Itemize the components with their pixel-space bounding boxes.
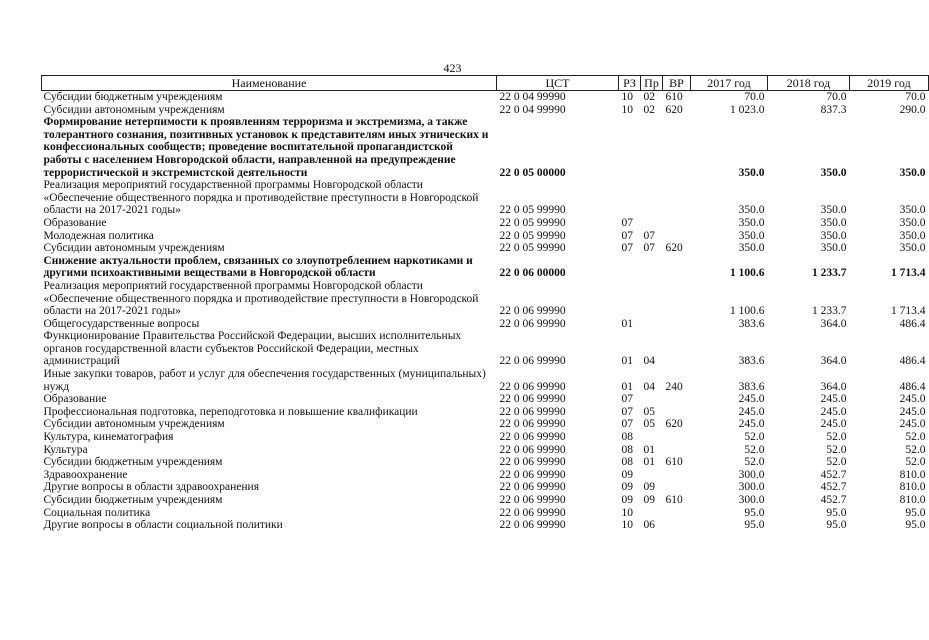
cell-vr xyxy=(663,255,691,280)
cell-2017: 300.0 xyxy=(738,468,765,481)
cell-rz xyxy=(619,179,641,217)
cell-2017: 70.0 xyxy=(744,91,765,103)
cell-2019: 350.0 xyxy=(899,229,926,242)
cell-name: Другие вопросы в области здравоохранения xyxy=(43,481,259,494)
cell-2018: 52.0 xyxy=(826,431,847,444)
cell-pr: 07 xyxy=(643,229,655,242)
cell-vr: 620 xyxy=(665,103,683,116)
cell-vr xyxy=(663,469,691,482)
cell-2018: 350.0 xyxy=(820,204,847,217)
cell-2019: 290.0 xyxy=(899,103,926,116)
table-row xyxy=(42,431,929,444)
cell-vr: 610 xyxy=(665,91,683,103)
cell-2018: 350.0 xyxy=(820,242,847,255)
cell-2018: 1 233.7 xyxy=(812,305,847,318)
cell-pr xyxy=(641,217,663,230)
cell-2017: 300.0 xyxy=(738,494,765,506)
cell-2017: 245.0 xyxy=(738,405,765,418)
cell-rz xyxy=(619,255,641,280)
cell-2017: 52.0 xyxy=(744,456,765,469)
cell-2017: 383.6 xyxy=(738,380,765,393)
cell-rz: 08 xyxy=(621,456,633,469)
cell-pr: 07 xyxy=(643,242,655,255)
cell-2017: 350.0 xyxy=(738,216,765,229)
cell-2017: 1 100.6 xyxy=(730,305,765,318)
cell-pr xyxy=(641,179,663,217)
cell-2019: 1 713.4 xyxy=(891,267,926,280)
cell-2019: 70.0 xyxy=(905,91,926,103)
table-row xyxy=(42,456,929,469)
cell-name: Субсидии бюджетным учреждениям xyxy=(43,494,223,506)
cell-rz: 01 xyxy=(621,355,633,368)
cell-rz: 07 xyxy=(621,393,633,406)
cell-name: Общегосударственные вопросы xyxy=(43,317,200,330)
cell-2018: 452.7 xyxy=(820,494,847,506)
table-row xyxy=(42,230,929,243)
cell-name: Образование xyxy=(43,216,107,229)
cell-name: Реализация мероприятий государственной программы Новгородской области «Обеспечение общественного порядка и противодействие преступности в Новгородской области на 2017-2021 годы» xyxy=(43,279,479,318)
cell-rz: 07 xyxy=(621,229,633,242)
cell-cst: 22 0 06 99990 xyxy=(499,519,566,532)
cell-2019: 810.0 xyxy=(899,468,926,481)
cell-2018: 452.7 xyxy=(820,481,847,494)
table-row xyxy=(42,179,929,217)
cell-2018: 364.0 xyxy=(820,355,847,368)
cell-2019: 245.0 xyxy=(899,418,926,431)
cell-rz: 10 xyxy=(621,519,633,532)
cell-name: Субсидии автономным учреждениям xyxy=(43,242,225,255)
table-row xyxy=(42,481,929,494)
header-2017: 2017 год xyxy=(691,76,768,91)
cell-pr xyxy=(641,469,663,482)
cell-2019: 810.0 xyxy=(899,481,926,494)
cell-2019: 350.0 xyxy=(899,242,926,255)
cell-pr xyxy=(641,116,663,179)
cell-cst: 22 0 06 00000 xyxy=(499,267,566,280)
cell-name: Иные закупки товаров, работ и услуг для обеспечения государственных (муниципальных) нужд xyxy=(43,368,486,393)
header-2018: 2018 год xyxy=(768,76,850,91)
cell-2017: 350.0 xyxy=(738,204,765,217)
cell-name: Здравоохранение xyxy=(43,468,128,481)
header-vr: ВР xyxy=(663,76,691,91)
cell-vr xyxy=(663,217,691,230)
cell-vr xyxy=(663,431,691,444)
cell-2018: 245.0 xyxy=(820,393,847,406)
cell-2019: 350.0 xyxy=(899,166,926,179)
cell-pr: 09 xyxy=(643,481,655,494)
table-row xyxy=(42,255,929,280)
cell-vr: 620 xyxy=(665,418,683,431)
cell-name: Формирование нетерпимости к проявлениям терроризма и экстремизма, а также толерантного сознания, позитивных установок к представителям иных этнических и конфессиональных сообществ; проведение воспитательной пропагандистской работы с населением Новгородской области, направленной на предупреждение террористической и экстремистской деятельности xyxy=(43,116,489,179)
cell-rz xyxy=(619,280,641,318)
cell-vr xyxy=(663,406,691,419)
cell-pr: 05 xyxy=(643,418,655,431)
cell-rz: 09 xyxy=(621,481,633,494)
cell-cst: 22 0 05 99990 xyxy=(499,204,566,217)
cell-rz: 01 xyxy=(621,317,633,330)
table-header-row xyxy=(42,76,929,91)
table-body xyxy=(42,91,929,532)
cell-2018: 350.0 xyxy=(820,166,847,179)
cell-pr: 04 xyxy=(643,380,655,393)
cell-cst: 22 0 06 99990 xyxy=(499,305,566,318)
cell-pr: 04 xyxy=(643,355,655,368)
cell-cst: 22 0 06 99990 xyxy=(499,494,566,506)
cell-2017: 300.0 xyxy=(738,481,765,494)
cell-2017: 1 023.0 xyxy=(730,103,765,116)
cell-cst: 22 0 06 99990 xyxy=(499,431,566,444)
header-cst: ЦСТ xyxy=(497,76,619,91)
cell-name: Реализация мероприятий государственной программы Новгородской области «Обеспечение общественного порядка и противодействие преступности в Новгородской области на 2017-2021 годы» xyxy=(43,179,479,217)
cell-rz: 07 xyxy=(621,242,633,255)
header-2019: 2019 год xyxy=(850,76,929,91)
cell-name: Субсидии автономным учреждениям xyxy=(43,418,225,431)
cell-pr: 02 xyxy=(643,91,655,103)
cell-vr: 610 xyxy=(665,494,683,506)
cell-name: Культура, кинематография xyxy=(43,431,174,444)
cell-2018: 95.0 xyxy=(826,519,847,532)
cell-rz: 07 xyxy=(621,216,633,229)
table-row xyxy=(42,469,929,482)
cell-2018: 837.3 xyxy=(820,103,847,116)
cell-vr xyxy=(663,519,691,532)
cell-2018: 350.0 xyxy=(820,216,847,229)
cell-cst: 22 0 06 99990 xyxy=(499,393,566,406)
table-row xyxy=(42,242,929,255)
cell-2019: 810.0 xyxy=(899,494,926,506)
table-row xyxy=(42,217,929,230)
cell-cst: 22 0 06 99990 xyxy=(499,380,566,393)
cell-2019: 95.0 xyxy=(905,506,926,519)
cell-pr: 02 xyxy=(643,103,655,116)
table-row xyxy=(42,116,929,179)
cell-2017: 1 100.6 xyxy=(730,267,765,280)
cell-cst: 22 0 06 99990 xyxy=(499,443,566,456)
cell-2019: 52.0 xyxy=(905,456,926,469)
cell-name: Субсидии бюджетным учреждениям xyxy=(43,456,223,469)
cell-2017: 350.0 xyxy=(738,166,765,179)
cell-pr xyxy=(641,431,663,444)
cell-2019: 52.0 xyxy=(905,431,926,444)
cell-2018: 52.0 xyxy=(826,456,847,469)
cell-2018: 452.7 xyxy=(820,468,847,481)
cell-vr xyxy=(663,444,691,457)
page-number: 423 xyxy=(443,61,462,75)
table-row xyxy=(42,494,929,507)
cell-pr: 06 xyxy=(643,519,655,532)
cell-pr: 09 xyxy=(643,494,655,506)
cell-name: Субсидии автономным учреждениям xyxy=(43,103,225,116)
cell-pr xyxy=(641,318,663,331)
cell-vr xyxy=(663,507,691,520)
cell-2019: 1 713.4 xyxy=(891,305,926,318)
cell-vr xyxy=(663,393,691,406)
cell-name: Профессиональная подготовка, переподготовка и повышение квалификации xyxy=(43,405,418,418)
cell-rz: 10 xyxy=(621,91,633,103)
cell-2017: 383.6 xyxy=(738,355,765,368)
cell-cst: 22 0 05 99990 xyxy=(499,216,566,229)
cell-rz: 08 xyxy=(621,431,633,444)
table-row xyxy=(42,444,929,457)
cell-pr xyxy=(641,393,663,406)
header-pr: Пр xyxy=(641,76,663,91)
cell-name: Образование xyxy=(43,393,107,406)
cell-2019: 486.4 xyxy=(899,380,926,393)
cell-cst: 22 0 05 99990 xyxy=(499,229,566,242)
cell-rz: 07 xyxy=(621,418,633,431)
cell-2018: 70.0 xyxy=(826,91,847,103)
table-row xyxy=(42,368,929,393)
cell-cst: 22 0 05 99990 xyxy=(499,242,566,255)
table-row xyxy=(42,330,929,368)
cell-cst: 22 0 05 00000 xyxy=(499,166,566,179)
cell-vr: 620 xyxy=(665,242,683,255)
cell-2019: 486.4 xyxy=(899,355,926,368)
header-name: Наименование xyxy=(42,76,497,91)
cell-2018: 350.0 xyxy=(820,229,847,242)
cell-cst: 22 0 06 99990 xyxy=(499,456,566,469)
cell-pr: 01 xyxy=(643,456,655,469)
cell-pr xyxy=(641,280,663,318)
cell-rz xyxy=(619,116,641,179)
cell-vr: 240 xyxy=(665,380,683,393)
cell-2018: 95.0 xyxy=(826,506,847,519)
cell-name: Социальная политика xyxy=(43,506,151,519)
table-row xyxy=(42,393,929,406)
cell-cst: 22 0 06 99990 xyxy=(499,355,566,368)
table-row xyxy=(42,406,929,419)
cell-cst: 22 0 06 99990 xyxy=(499,418,566,431)
cell-pr xyxy=(641,507,663,520)
cell-vr xyxy=(663,179,691,217)
cell-2017: 52.0 xyxy=(744,443,765,456)
cell-2018: 364.0 xyxy=(820,380,847,393)
budget-table xyxy=(41,75,929,532)
cell-vr xyxy=(663,280,691,318)
cell-vr xyxy=(663,330,691,368)
cell-vr xyxy=(663,481,691,494)
cell-2019: 350.0 xyxy=(899,216,926,229)
cell-2019: 350.0 xyxy=(899,204,926,217)
cell-rz: 07 xyxy=(621,405,633,418)
cell-2017: 95.0 xyxy=(744,519,765,532)
cell-2017: 383.6 xyxy=(738,317,765,330)
cell-pr xyxy=(641,255,663,280)
cell-rz: 08 xyxy=(621,443,633,456)
table-row xyxy=(42,104,929,117)
cell-name: Снижение актуальности проблем, связанных со злоупотреблением наркотиками и другими психоактивными веществами в Новгородской области xyxy=(43,254,473,280)
cell-cst: 22 0 06 99990 xyxy=(499,468,566,481)
cell-rz: 09 xyxy=(621,468,633,481)
cell-2017: 95.0 xyxy=(744,506,765,519)
table-row xyxy=(42,418,929,431)
cell-rz: 01 xyxy=(621,380,633,393)
cell-2018: 364.0 xyxy=(820,317,847,330)
cell-2018: 245.0 xyxy=(820,405,847,418)
table-row xyxy=(42,91,929,104)
cell-vr xyxy=(663,116,691,179)
cell-vr: 610 xyxy=(665,456,683,469)
cell-2019: 486.4 xyxy=(899,317,926,330)
cell-name: Субсидии бюджетным учреждениям xyxy=(43,91,223,103)
cell-pr: 05 xyxy=(643,405,655,418)
header-rz: РЗ xyxy=(619,76,641,91)
cell-2017: 245.0 xyxy=(738,393,765,406)
cell-2017: 350.0 xyxy=(738,242,765,255)
cell-2018: 1 233.7 xyxy=(812,267,847,280)
cell-cst: 22 0 04 99990 xyxy=(499,91,566,103)
cell-name: Молодежная политика xyxy=(43,229,154,242)
table-row xyxy=(42,519,929,532)
cell-2019: 245.0 xyxy=(899,405,926,418)
table-row xyxy=(42,280,929,318)
cell-vr xyxy=(663,230,691,243)
cell-rz: 10 xyxy=(621,103,633,116)
cell-2017: 350.0 xyxy=(738,229,765,242)
cell-cst: 22 0 06 99990 xyxy=(499,481,566,494)
cell-2017: 52.0 xyxy=(744,431,765,444)
cell-name: Другие вопросы в области социальной политики xyxy=(43,519,283,532)
cell-2018: 245.0 xyxy=(820,418,847,431)
cell-name: Культура xyxy=(43,443,88,456)
cell-2018: 52.0 xyxy=(826,443,847,456)
cell-cst: 22 0 06 99990 xyxy=(499,317,566,330)
cell-name: Функционирование Правительства Российской Федерации, высших исполнительных органов государственной власти субъектов Российской Федерации, местных администраций xyxy=(43,330,462,368)
table-row xyxy=(42,507,929,520)
cell-2019: 52.0 xyxy=(905,443,926,456)
cell-rz: 09 xyxy=(621,494,633,506)
cell-rz: 10 xyxy=(621,506,633,519)
cell-vr xyxy=(663,318,691,331)
cell-2019: 245.0 xyxy=(899,393,926,406)
cell-pr: 01 xyxy=(643,443,655,456)
cell-cst: 22 0 06 99990 xyxy=(499,506,566,519)
cell-cst: 22 0 06 99990 xyxy=(499,405,566,418)
cell-2019: 95.0 xyxy=(905,519,926,532)
table-row xyxy=(42,318,929,331)
cell-2017: 245.0 xyxy=(738,418,765,431)
cell-cst: 22 0 04 99990 xyxy=(499,103,566,116)
